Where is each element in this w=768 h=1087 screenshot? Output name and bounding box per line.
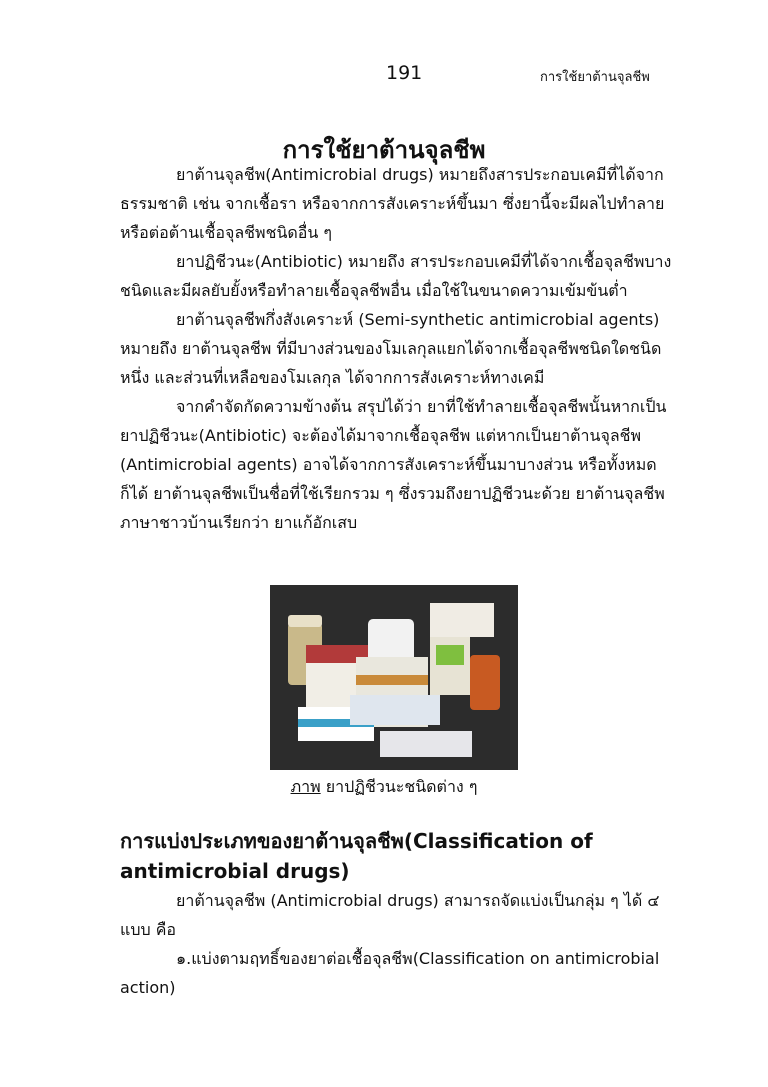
running-header: การใช้ยาต้านจุลชีพ: [540, 70, 650, 85]
paragraph-definition-semisynthetic: ยาต้านจุลชีพกึ่งสังเคราะห์ (Semi-synthetic antimicrobial agents) หมายถึง ยาต้านจุลชีพ ที่มีบางส่วนของโมเลกุลแยกได้จากเชื้อจุลชีพชนิดใดชนิดหนึ่ง และส่วนที่เหลือของโมเลกุล ได้จากการสังเคราะห์ทางเคมี: [120, 310, 662, 387]
page-number: 191: [386, 62, 423, 84]
classification-section: [120, 826, 680, 1002]
paragraph-definition-antimicrobial: ยาต้านจุลชีพ(Antimicrobial drugs) หมายถึงสารประกอบเคมีที่ได้จากธรรมชาติ เช่น จากเชื้อรา หรือจากการสังเคราะห์ขึ้นมา ซึ่งยานี้จะมีผลไปทำลายหรือต่อต้านเชื้อจุลชีพชนิดอื่น ๆ: [120, 165, 665, 242]
antibiotics-photo: [270, 585, 518, 770]
page-title: การใช้ยาต้านจุลชีพ: [282, 136, 486, 164]
figure-caption: [0, 775, 768, 800]
medicine-boxes-illustration: [270, 585, 518, 770]
figure-caption-text: ยาปฏิชีวนะชนิดต่าง ๆ: [325, 777, 478, 796]
section-list-item: ๑.แบ่งตามฤทธิ์ของยาต่อเชื้อจุลชีพ(Classification on antimicrobial action): [120, 949, 660, 997]
paragraph-definition-antibiotic: ยาปฏิชีวนะ(Antibiotic) หมายถึง สารประกอบเคมีที่ได้จากเชื้อจุลชีพบางชนิดและมีผลยับยั้งหรือทำลายเชื้อจุลชีพอื่น เมื่อใช้ในขนาดความเข้มข้นต่ำ: [120, 252, 672, 300]
body-text: [120, 160, 680, 537]
paragraph-summary: จากคำจัดกัดความข้างต้น สรุปได้ว่า ยาที่ใช้ทำลายเชื้อจุลชีพนั้นหากเป็นยาปฏิชีวนะ(Antibiotic) จะต้องได้มาจากเชื้อจุลชีพ แต่หากเป็นยาต้านจุลชีพ (Antimicrobial agents) อาจได้จากการสังเคราะห์ขึ้นมาบางส่วน หรือทั้งหมดก็ได้ ยาต้านจุลชีพเป็นชื่อที่ใช้เรียกรวม ๆ ซึ่งรวมถึงยาปฏิชีวนะด้วย ยาต้านจุลชีพภาษาชาวบ้านเรียกว่า ยาแก้อักเสบ: [120, 397, 667, 532]
section-heading: การแบ่งประเภทของยาต้านจุลชีพ(Classification of antimicrobial drugs): [120, 829, 593, 883]
figure-caption-label: ภาพ: [290, 777, 321, 796]
section-paragraph: ยาต้านจุลชีพ (Antimicrobial drugs) สามารถจัดแบ่งเป็นกลุ่ม ๆ ได้ ๔ แบบ คือ: [120, 891, 660, 939]
